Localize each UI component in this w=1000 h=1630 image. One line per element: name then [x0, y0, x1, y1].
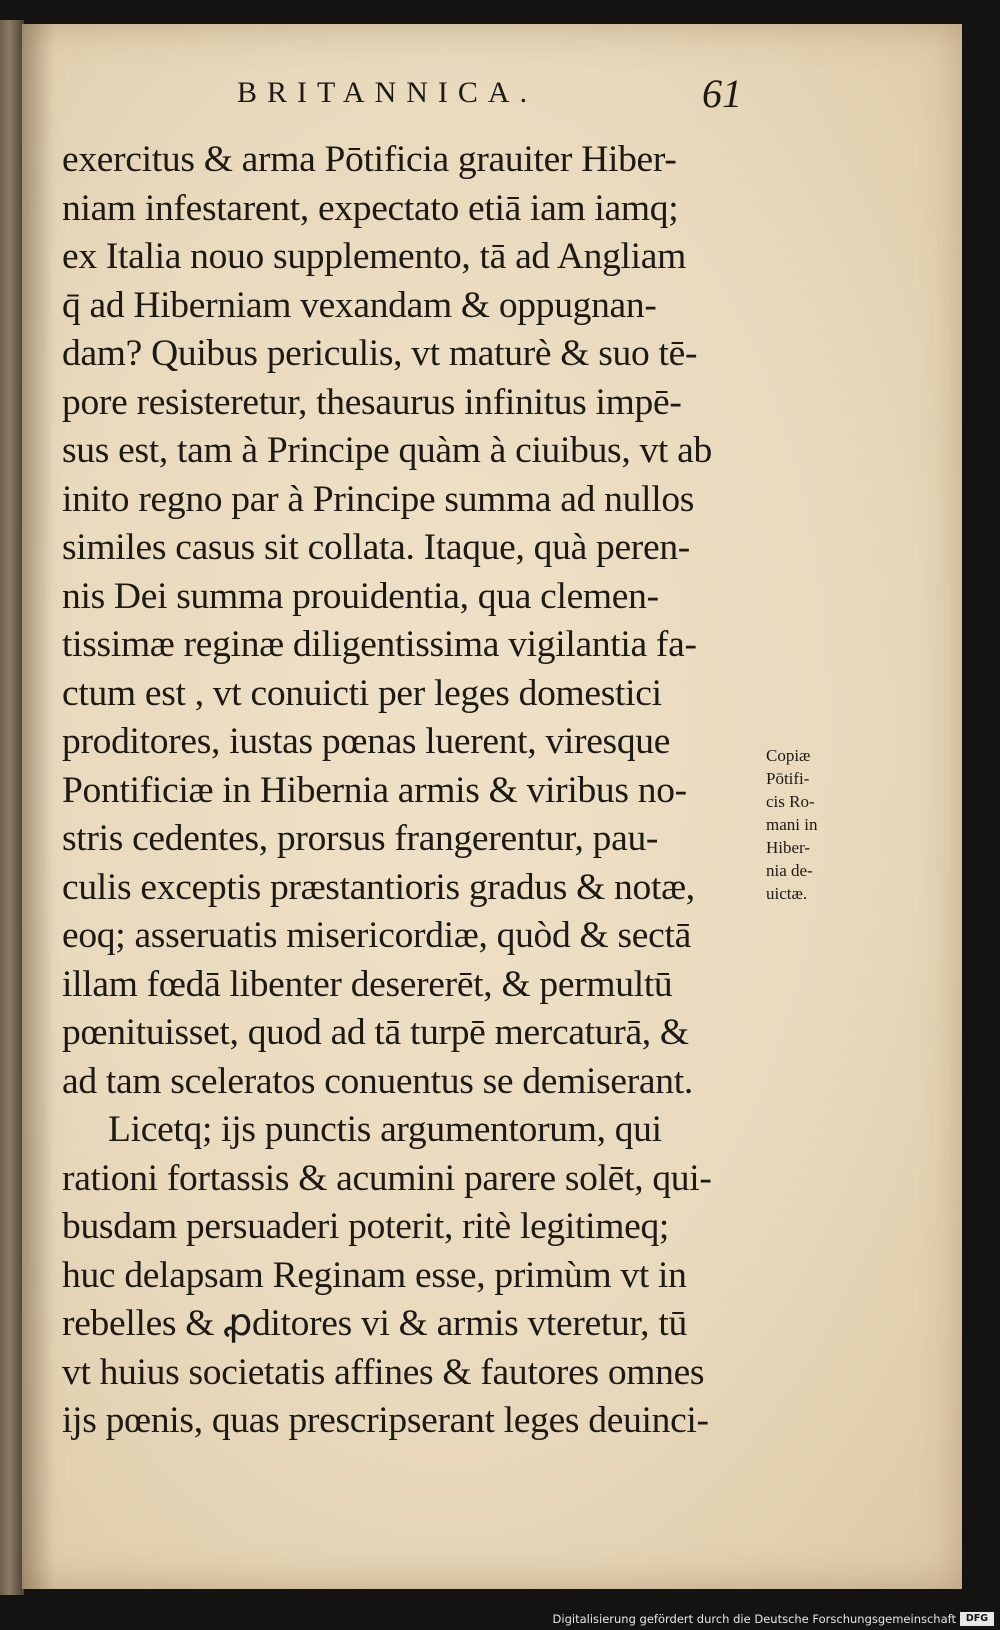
text-line: Pontificiæ in Hibernia armis & viribus no- — [62, 769, 687, 811]
text-line: niam infestarent, expectato etiā iam iamq; — [62, 187, 679, 229]
text-line: ad tam sceleratos conuentus se demiserant. — [62, 1060, 693, 1102]
text-line: busdam persuaderi poterit, ritè legitimeq; — [62, 1206, 670, 1247]
text-line: sus est, tam à Principe quàm à ciuibus, vt ab — [62, 430, 712, 471]
text-line: vt huius societatis affines & fautores omnes — [62, 1351, 705, 1393]
book-spine-edge — [0, 20, 24, 1595]
text-line: culis exceptis præstantioris gradus & notæ, — [62, 866, 695, 908]
text-line: pœnituisset, quod ad tā turpē mercaturā, & — [62, 1012, 689, 1053]
running-title: BRITANNICA. — [237, 76, 538, 109]
text-line: rationi fortassis & acumini parere solēt, qui- — [62, 1157, 712, 1199]
text-line: ctum est , vt conuicti per leges domestici — [62, 672, 662, 714]
text-line: eoq; asseruatis misericordiæ, quòd & sectā — [62, 915, 691, 956]
text-line: tissimæ reginæ diligentissima vigilantia fa- — [62, 624, 697, 665]
text-line: pore resisteretur, thesaurus infinitus impē- — [62, 381, 682, 423]
text-line: inito regno par à Principe summa ad nullos — [62, 478, 695, 520]
text-line: ex Italia nouo supplemento, tā ad Angliam — [62, 236, 687, 277]
text-line: dam? Quibus periculis, vt maturè & suo tē- — [62, 333, 698, 374]
marginal-note-line: mani in — [766, 815, 818, 834]
marginal-note-line: cis Ro- — [766, 792, 815, 811]
text-line: Licetq; ijs punctis argumentorum, qui — [108, 1109, 662, 1150]
text-line: similes casus sit collata. Itaque, quà peren- — [62, 527, 690, 568]
funding-credit: Digitalisierung gefördert durch die Deutsche Forschungsgemeinschaft — [552, 1612, 956, 1626]
marginal-note-line: Hiber- — [766, 838, 811, 857]
marginal-note-line: Pōtifi- — [766, 769, 810, 788]
marginal-note — [766, 744, 856, 905]
marginal-note-line: nia de- — [766, 861, 813, 880]
text-line: rebelles & ꝓditores vi & armis vteretur, tū — [62, 1303, 687, 1344]
text-line: q̄ ad Hiberniam vexandam & oppugnan- — [62, 284, 657, 326]
page-number: 61 — [702, 71, 742, 116]
marginal-note-line: Copiæ — [766, 746, 811, 765]
text-line: huc delapsam Reginam esse, primùm vt in — [62, 1254, 687, 1296]
text-line: proditores, iustas pœnas luerent, viresque — [62, 721, 671, 762]
text-line: illam fœdā libenter desererēt, & permultū — [62, 963, 673, 1005]
dfg-logo: DFG — [960, 1612, 994, 1626]
text-line: nis Dei summa prouidentia, qua clemen- — [62, 575, 659, 617]
book-page — [22, 24, 962, 1589]
marginal-note-line: uictæ. — [766, 884, 808, 903]
text-line: stris cedentes, prorsus frangerentur, pau- — [62, 818, 659, 859]
text-line: ijs pœnis, quas prescripserant leges deuinci- — [62, 1400, 709, 1441]
body-text — [62, 136, 762, 1446]
text-line: exercitus & arma Pōtificia grauiter Hiber- — [62, 139, 677, 180]
running-head — [22, 71, 962, 132]
